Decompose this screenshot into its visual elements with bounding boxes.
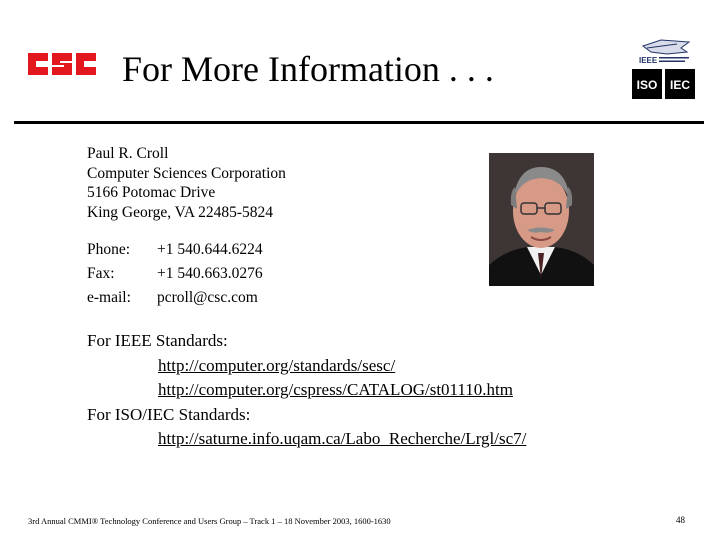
city-state-zip: King George, VA 22485-5824 (87, 203, 273, 221)
ieee-catalog-link[interactable]: http://computer.org/cspress/CATALOG/st01110.htm (158, 380, 513, 399)
page-number: 48 (676, 515, 685, 525)
page-title: For More Information . . . (122, 49, 494, 89)
contact-name: Paul R. Croll (87, 145, 169, 162)
ieee-label: IEEE (639, 56, 658, 65)
email-value: pcroll@csc.com (157, 289, 258, 306)
street-address: 5166 Potomac Drive (87, 184, 216, 201)
address-block (87, 144, 286, 222)
fax-value: +1 540.663.0276 (157, 265, 263, 282)
phone-label: Phone: (87, 241, 131, 258)
ieee-sesc-link[interactable]: http://computer.org/standards/sesc/ (158, 355, 396, 375)
email-row (87, 286, 263, 310)
phone-row (87, 238, 263, 262)
iso-iec-emblem-icon (632, 69, 696, 99)
header-divider (14, 121, 704, 124)
email-label: e-mail: (87, 289, 131, 306)
company-name: Computer Sciences Corporation (87, 164, 286, 182)
footer-text: 3rd Annual CMMI® Technology Conference and Users Group – Track 1 – 18 November 2003, 1600-1630 (28, 516, 391, 526)
standards-section (87, 329, 526, 452)
ieee-heading: For IEEE Standards: (87, 331, 228, 350)
phone-value: +1 540.644.6224 (157, 241, 263, 258)
iso-sc7-link[interactable]: http://saturne.info.uqam.ca/Labo_Recherche/Lrgl/sc7/ (158, 429, 527, 448)
ieee-emblem-icon (637, 36, 693, 66)
contact-details (87, 238, 263, 310)
iec-label: IEC (669, 78, 691, 92)
iso-heading: For ISO/IEC Standards: (87, 404, 251, 424)
portrait-photo (489, 153, 594, 286)
csc-logo (26, 47, 100, 81)
iso-label: ISO (636, 78, 658, 92)
fax-row (87, 262, 263, 286)
fax-label: Fax: (87, 265, 115, 282)
